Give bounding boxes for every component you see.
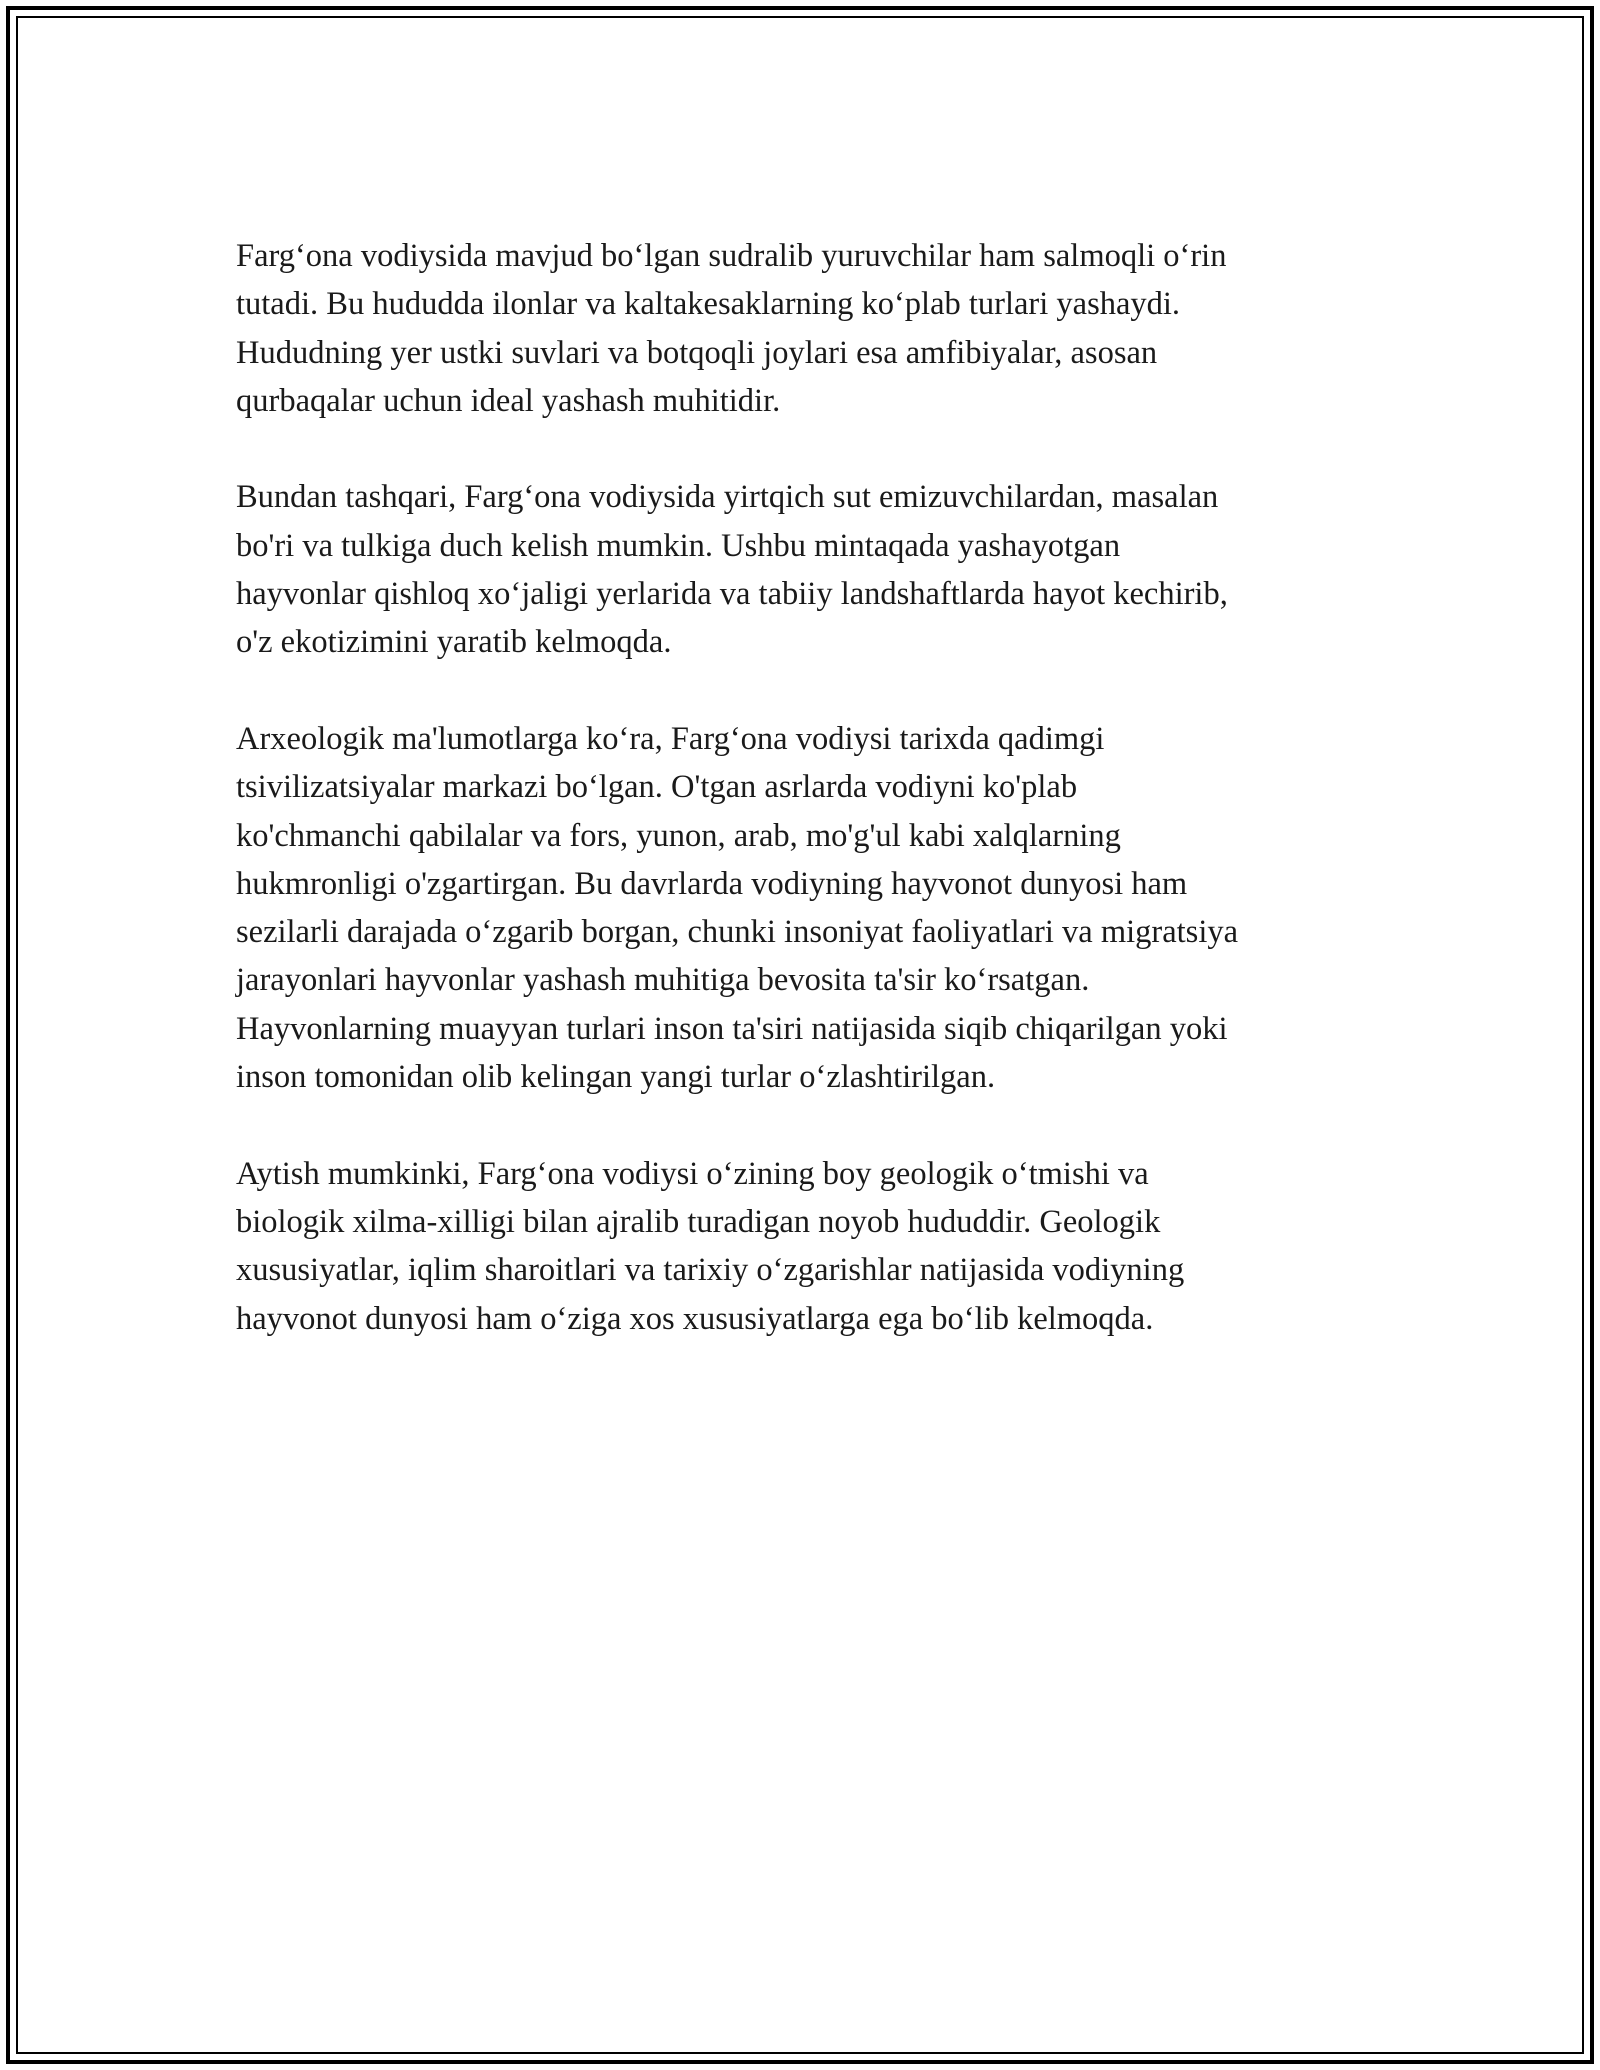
text-line: o'z ekotizimini yaratib kelmoqda. <box>236 624 672 661</box>
text-line: sezilarli darajada o‘zgarib borgan, chunki insoniyat faoliyatlari va migratsiya <box>236 914 1239 951</box>
text-line: inson tomonidan olib kelingan yangi turlar o‘zlashtirilgan. <box>236 1059 996 1096</box>
text-line: hayvonlar qishloq xo‘jaligi yerlarida va tabiiy landshaftlarda hayot kechirib, <box>236 576 1228 613</box>
text-line: Hududning yer ustki suvlari va botqoqli joylari esa amfibiyalar, asosan <box>236 334 1158 371</box>
paragraph-4 <box>236 1150 1396 1343</box>
paragraph-2 <box>236 473 1396 666</box>
text-line: hayvonot dunyosi ham o‘ziga xos xususiyatlarga ega bo‘lib kelmoqda. <box>236 1300 1154 1337</box>
text-line: Hayvonlarning muayyan turlari inson ta'siri natijasida siqib chiqarilgan yoki <box>236 1010 1228 1047</box>
text-line: tsivilizatsiyalar markazi bo‘lgan. O'tgan asrlarda vodiyni ko'plab <box>236 769 1078 806</box>
text-line: qurbaqalar uchun ideal yashash muhitidir. <box>236 382 781 419</box>
text-line: Bundan tashqari, Farg‘ona vodiysida yirtqich sut emizuvchilardan, masalan <box>236 479 1219 516</box>
text-line: hukmronligi o'zgartirgan. Bu davrlarda vodiyning hayvonot dunyosi ham <box>236 865 1188 902</box>
text-line: biologik xilma-xilligi bilan ajralib turadigan noyob hududdir. Geologik <box>236 1203 1161 1240</box>
text-line: Farg‘ona vodiysida mavjud bo‘lgan sudralib yuruvchilar ham salmoqli o‘rin <box>236 238 1227 274</box>
text-line: jarayonlari hayvonlar yashash muhitiga bevosita ta'sir ko‘rsatgan. <box>236 962 1090 999</box>
paragraph-3 <box>236 715 1396 1101</box>
text-line: xususiyatlar, iqlim sharoitlari va tarixiy o‘zgarishlar natijasida vodiyning <box>236 1252 1185 1289</box>
document-body <box>236 232 1396 1391</box>
text-line: bo'ri va tulkiga duch kelish mumkin. Ushbu mintaqada yashayotgan <box>236 527 1121 564</box>
text-line: ko'chmanchi qabilalar va fors, yunon, arab, mo'g'ul kabi xalqlarning <box>236 817 1121 854</box>
text-line: tutadi. Bu hududda ilonlar va kaltakesaklarning ko‘plab turlari yashaydi. <box>236 286 1181 323</box>
text-line: Arxeologik ma'lumotlarga ko‘ra, Farg‘ona vodiysi tarixda qadimgi <box>236 720 1105 757</box>
text-line: Aytish mumkinki, Farg‘ona vodiysi o‘zining boy geologik o‘tmishi va <box>236 1155 1149 1192</box>
paragraph-1 <box>236 232 1396 425</box>
